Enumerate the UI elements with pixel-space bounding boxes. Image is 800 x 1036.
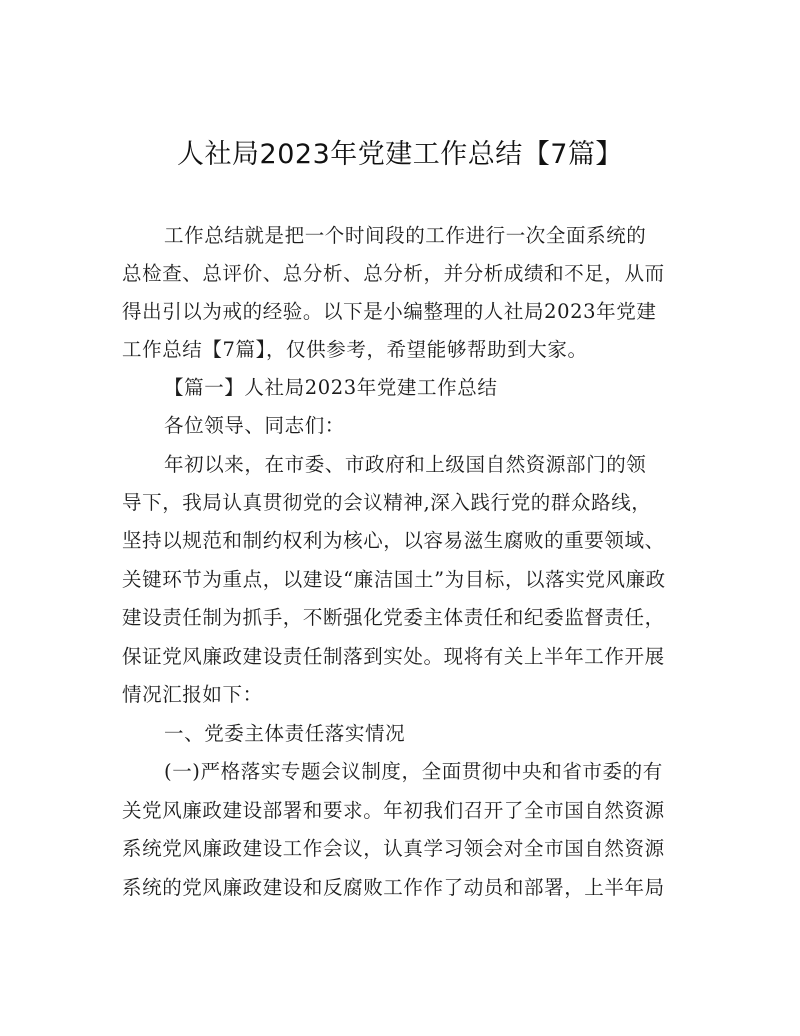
section-heading: 【篇一】人社局2023年党建工作总结 (164, 376, 498, 399)
paragraph-line: 系统党风廉政建设工作会议，认真学习领会对全市国自然资源 (122, 837, 665, 860)
paragraph-line: 坚持以规范和制约权利为核心，以容易滋生腐败的重要领域、 (122, 529, 665, 552)
paragraph-line: 关键环节为重点，以建设“廉洁国土”为目标，以落实党风廉政 (122, 568, 666, 591)
document-title: 人社局2023年党建工作总结【7篇】 (177, 139, 623, 170)
salutation: 各位领导、同志们： (164, 414, 345, 437)
paragraph-line: 总检查、总评价、总分析、总分析，并分析成绩和不足，从而 (122, 262, 665, 285)
paragraph-line: 建设责任制为抓手，不断强化党委主体责任和纪委监督责任， (122, 606, 665, 629)
paragraph-line: (一)严格落实专题会议制度，全面贯彻中央和省市委的有 (164, 760, 663, 783)
paragraph-line: 年初以来，在市委、市政府和上级国自然资源部门的领 (164, 453, 647, 476)
paragraph-line: 工作总结【7篇】，仅供参考，希望能够帮助到大家。 (122, 338, 588, 361)
paragraph-line: 情况汇报如下： (122, 683, 263, 706)
paragraph-line: 系统的党风廉政建设和反腐败工作作了动员和部署，上半年局 (122, 876, 665, 899)
paragraph-line: 工作总结就是把一个时间段的工作进行一次全面系统的 (164, 224, 647, 247)
paragraph-line: 导下，我局认真贯彻党的会议精神,深入践行党的群众路线， (122, 491, 652, 514)
section-heading: 一、党委主体责任落实情况 (164, 722, 406, 745)
paragraph-line: 得出引以为戒的经验。以下是小编整理的人社局2023年党建 (122, 300, 657, 323)
paragraph-line: 保证党风廉政建设责任制落到实处。现将有关上半年工作开展 (122, 645, 665, 668)
paragraph-line: 关党风廉政建设部署和要求。年初我们召开了全市国自然资源 (122, 799, 665, 822)
